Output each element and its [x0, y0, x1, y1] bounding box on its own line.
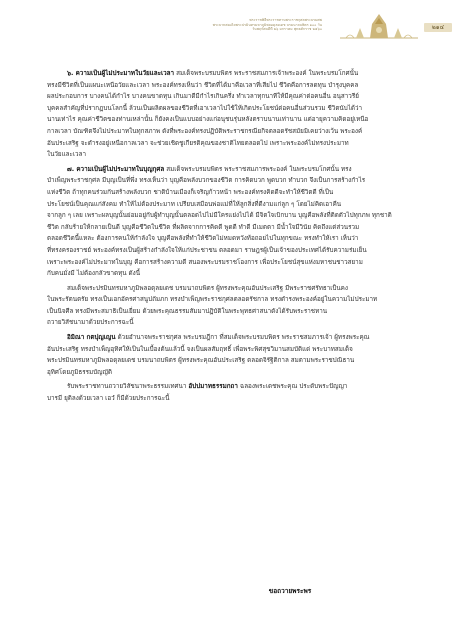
page-number: ๒๑๔	[424, 23, 452, 32]
paragraph-6: ๖. ความเป็นผู้ไม่ประมาทในวัยและเวลา สมเด็จพระบรมบพิตร พระราชสมภารเจ้าพระองค์ ในพระบรมโกศนั้น ทรงมีชีวิตที่เป็นแผนะเหนือวัยและเวลา พระองค์ทรงเห็นว่า ชีวิตที่ได้มาคือเวลาที่เสียไป ชีวิตคือการลดทุน บำรุงบุคคล ผลประกอบการ บางคนได้กำไร บางคนขาดทุน เกินมาดีมีกำไรเกินครึ่ง ทำเวลาทุกนาทีให้มีคุณค่าต่อคนอื่น อนุสาวรีย์ บุคคลสำคัญที่ปรากฏบนโลกนี้ ล้วนเป็นผลิตผลของชีวิตที่เอาเวลาไปใช้ให้เกิดประโยชน์ต่อคนอื่นส่วนรวม ชีวิตนับได้ว่า นานเท่าไร คุณค่าชีวิตของท่านเหล่านั้น ก็ยังคงเป็นแบบอย่างแก่อนุชนรุ่นหลังตราบนานเท่านาน แต่อายุความคิดอยู่เหนือ กาลเวลา บัณฑิตจึงไม่ประมาทในทุกสภาพ ดังที่พระองค์ทรงปฏิบัติพระราชกรณียกิจตลอดรัชสมัยมิเคยว่างเว้น พระองค์ อันประเสริฐ จะดำรงอยู่เหนือกาลเวลา จะช่วยเชิดชูเกียรติคุณของชาติไทยตลอดไป เพราะพระองค์ไม่ทรงประมาท ในวัยและเวลา	[47, 70, 369, 159]
header-line-3: วันพฤหัสบดีที่ ๒๖ มกราคม พุทธศักราช ๒๕๖๐	[252, 27, 322, 32]
sermon-body	[47, 68, 422, 408]
sermon-title: อัปปมาทธรรมกถา	[188, 383, 238, 391]
section-heading-7: ๗. ความเป็นผู้ไม่ประมาทในบุญกุศล	[67, 165, 165, 173]
document-header	[62, 18, 322, 32]
crown-emblem-icon	[336, 10, 422, 40]
dedication-heading: อิมิณา กตปุญเญน	[67, 334, 116, 342]
paragraph-closing: รับพระราชทานถวายวิสัชนาพระธรรมเทศนา อัปปมาทธรรมกถา ฉลองพระเดชพระคุณ ประดับพระปัญญา บารมี ยุติลงด้วยเวลา เอวํ ก็มีด้วยประการฉะนี้	[47, 383, 348, 403]
paragraph-summary: สมเด็จพระปรมินทรมหาภูมิพลอดุลยเดช บรมนาถบพิตร ผู้ทรงพระคุณอันประเสริฐ มีพระราชศรัทธาเป็นคง ในพระรัตนตรัย ทรงเป็นเอกอัครศาสนูปถัมภก ทรงบำเพ็ญพระราชกุศลตลอดรัชกาล ทรงดำรงพระองค์อยู่ในความไม่ประมาท เป็นนิจศีล ทรงมีพระสมาธิเป็นเยี่ยม ด้วยพระคุณธรรมสัมมาปฏิบัติในพระพุทธศาสนาดังได้รับพระราชทาน ถวายวิสัชนามาด้วยประการฉะนี้	[47, 284, 378, 327]
section-heading-6: ๖. ความเป็นผู้ไม่ประมาทในวัยและเวลา	[67, 70, 175, 77]
paragraph-dedication: อิมิณา กตปุญเญน ด้วยอำนาจพระราชกุศล พระบรมฎีกา ที่สมเด็จพระบรมบพิตร พระราชสมภารเจ้า ผู้ทรงพระคุณ อันประเสริฐ ทรงบำเพ็ญอุทิศให้เป็นในเบื้องต้นแล้วนี้ จงเป็นผลสัมฤทธิ์ เพื่อพระพิศสุขวิมานสมบัติแด่ พระบาทสมเด็จ พระปรมินทรมหาภูมิพลอดุลยเดช บรมนาถบพิตร ผู้ทรงพระคุณอันประเสริฐ ตลอดจิรัฐิติกาล สมตามพระราชปณิธาน อุทิศโดยภูมิธรรมบัญญัติ	[47, 334, 370, 376]
header-line-1: พระราชพิธีพระราชทานพระราชกุศลพระบรมศพ	[249, 18, 322, 22]
signature: ขอถวายพระพร	[268, 587, 312, 595]
header-line-2: พระบาทสมเด็จพระปรมินทรมหาภูมิพลอดุลยเดช บรมนาถบพิตร ๑๐๐ วัน	[212, 22, 322, 27]
paragraph-7: ๗. ความเป็นผู้ไม่ประมาทในบุญกุศล สมเด็จพระบรมบพิตร พระราชสมภารพระองค์ ในพระบรมโกศนั้น ทรง บำเพ็ญพระราชกุศล มีบุญเป็นที่พึ่ง ทรงเห็นว่า บุญคือพลังบวกของชีวิต การคิดบวก พูดบวก ทำบวก จึงเป็นการสร้างกำไร แห่งชีวิต ถ้าทุกคนร่วมกันสร้างพลังบวก ชาติบ้านเมืองก็เจริญก้าวหน้า พระองค์ทรงคิดดีจะทำให้ชีวิตดี ที่เป็น ประโยชน์เป็นคุณแก่สังคม ทำให้ไม่ต้องประมาท เปรียบเสมือนพ่อแม่ที่ให้ลูกสิ่งที่ดีงามแก่ลูก ๆ โดยไม่คิดเอาคืน จากลูก ๆ เลย เพราะผลบุญนั้นย่อมอยู่กับผู้ทำบุญนั้นตลอดไปไม่มีใครแย่งไปได้ มีจิตใจเบิกบาน บุญคือพลังที่ติดตัวไปทุกภพ ทุกชาติ ชีวิต กลับร้ายให้กลายเป็นดี บุญคือชีวิตในชีวิต ที่ผลิตจากการคิดดี พูดดี ทำดี มีเมตตา มีน้ำใจมีวินัย คิดถึงแต่ส่วนรวม ตลอดชีวิตนี้แหละ ต้องการคนให้กำลังใจ บุญคือพลังที่ทำให้ชีวิตไม่หมดหวังท้อถอยไปในทุกขณะ ทรงทำให้เรา เห็นว่า ที่ทรงครองราชย์ พระองค์ทรงเป็นผู้สร้างกำลังใจให้แก่ประชาชน ตลอดมา ราษฎรผู้เป็นเจ้าของประเทศได้รับความร่มเย็น เพราะพระองค์ไม่ประมาทในบุญ คือการสร้างความดี สนองพระบรมราชโองการ เพื่อประโยชน์สุขแห่งมหาชนชาวสยาม กับคนมั่งมี ไม่ต้องกลัวขาดทุน ดังนี้	[47, 165, 392, 278]
